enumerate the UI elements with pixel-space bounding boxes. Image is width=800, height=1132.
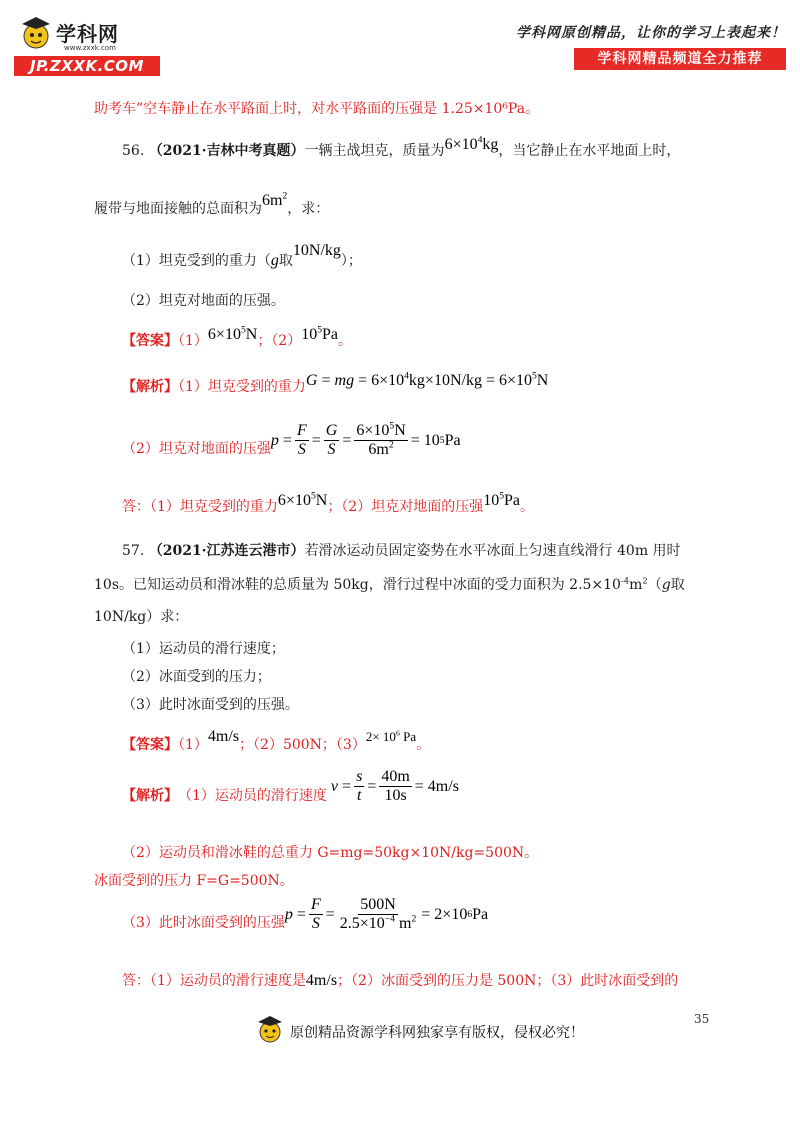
question-source: （2021·江苏连云港市） <box>148 543 305 559</box>
previous-answer-line: 助考车”空车静止在水平路面上时，对水平路面的压强是 1.25×10⁶Pa。 <box>94 101 540 117</box>
question-number: 56. <box>122 143 145 159</box>
velocity-formula: v = $\frac{s}{t}$ = $\frac{40m}{10s}$ = 4m/s <box>330 768 459 804</box>
question-57-sub1: （1）运动员的滑行速度； <box>122 641 285 657</box>
pressure-formula-56: p = $\frac{F}{S}$ = $\frac{G}{S}$ = $\frac{6\times 10^5N}{6m^2}$ = 10 5 Pa <box>270 420 461 458</box>
question-57-line2: 10s。已知运动员和滑冰鞋的总质量为 50kg，滑行过程中冰面的受力面积为 $2.5\times 10^{-4}m^2(g$取 <box>94 575 685 593</box>
explanation-56-part2: （2）坦克对地面的压强 p = $\frac{F}{S}$ = $\frac{G}{S}$ = $\frac{6\times 10^5N}{6m^2}$ = 10 5 Pa <box>122 420 461 458</box>
mass-value: $6\times 10^4kg$ <box>444 134 499 153</box>
area-value: $6m^2$ <box>262 190 288 209</box>
question-57-line3: 10N/kg）求： <box>94 609 189 625</box>
header-slogan: 学科网原创精品，让你的学习上表起来！ <box>516 25 786 41</box>
question-56-line1: 56. （2021·吉林中考真题）一辆主战坦克，质量为$6\times 10^4kg$，当它静止在水平地面上时， <box>122 134 681 159</box>
answer-56: 【答案】$(1)6\times 10^5N$；$(2)10^5Pa$。 <box>122 324 353 349</box>
explanation-56-part1: 【解析】（1）坦克受到的重力G = mg = $6\times 10^4kg\times 10N/kg = 6\times 10^5N$ <box>122 370 549 395</box>
zxxk-logo <box>14 14 164 76</box>
question-57-sub3: （3）此时冰面受到的压强。 <box>122 697 299 713</box>
footer-mascot-icon <box>256 1014 284 1046</box>
logo-title: 学科网 <box>56 22 119 46</box>
final-answer-56: 答：（1）坦克受到的重力$6\times 10^5N$；（2）坦克对地面的压强$10^5Pa$。 <box>122 490 535 515</box>
question-number: 57. <box>122 543 145 559</box>
question-source: （2021·吉林中考真题） <box>148 143 305 159</box>
page-number: 35 <box>694 1012 710 1026</box>
copyright-notice: 原创精品资源学科网独家享有版权，侵权必究！ <box>290 1025 584 1041</box>
channel-banner: 学科网精品频道全力推荐 <box>574 48 786 70</box>
question-56-sub1: （1）坦克受到的重力（g取10N/kg）； <box>122 242 362 269</box>
logo-url: www.zxxk.com <box>64 44 116 52</box>
logo-domain: JP.ZXXK.COM <box>14 56 160 76</box>
pressure-formula-57: p = $\frac{F}{S}$ = $\frac{500N}{2.5\times 10^{-4} m^2}$ = 2×10 6 Pa <box>284 896 489 932</box>
question-57-sub2: （2）冰面受到的压力； <box>122 669 271 685</box>
explanation-57-part3: 冰面受到的压力 F=G=500N。 <box>94 873 294 889</box>
question-56-sub2: （2）坦克对地面的压强。 <box>122 293 285 309</box>
explanation-57-part1: 【解析】 （1）运动员的滑行速度 v = $\frac{s}{t}$ = $\frac{40m}{10s}$ = 4m/s <box>122 768 459 804</box>
final-answer-57: 答：（1）运动员的滑行速度是4m/s；（2）冰面受到的压力是 500N；（3）此时冰面受到的 <box>122 972 679 989</box>
question-57-line1: 57. （2021·江苏连云港市）若滑冰运动员固定姿势在水平冰面上匀速直线滑行 40m 用时 <box>122 543 681 559</box>
answer-57: 【答案】（1）4m/s；（2）500N；$(3)2\times 10^6$ Pa。 <box>122 728 431 753</box>
question-56-line2: 履带与地面接触的总面积为$6m^2$，求： <box>94 190 330 217</box>
explanation-57-part4: （3）此时冰面受到的压强 p = $\frac{F}{S}$ = $\frac{500N}{2.5\times 10^{-4} m^2}$ = 2×10 6 Pa <box>122 896 489 932</box>
explanation-57-part2: （2）运动员和滑冰鞋的总重力 G=mg=50kg×10N/kg=500N。 <box>122 845 539 861</box>
